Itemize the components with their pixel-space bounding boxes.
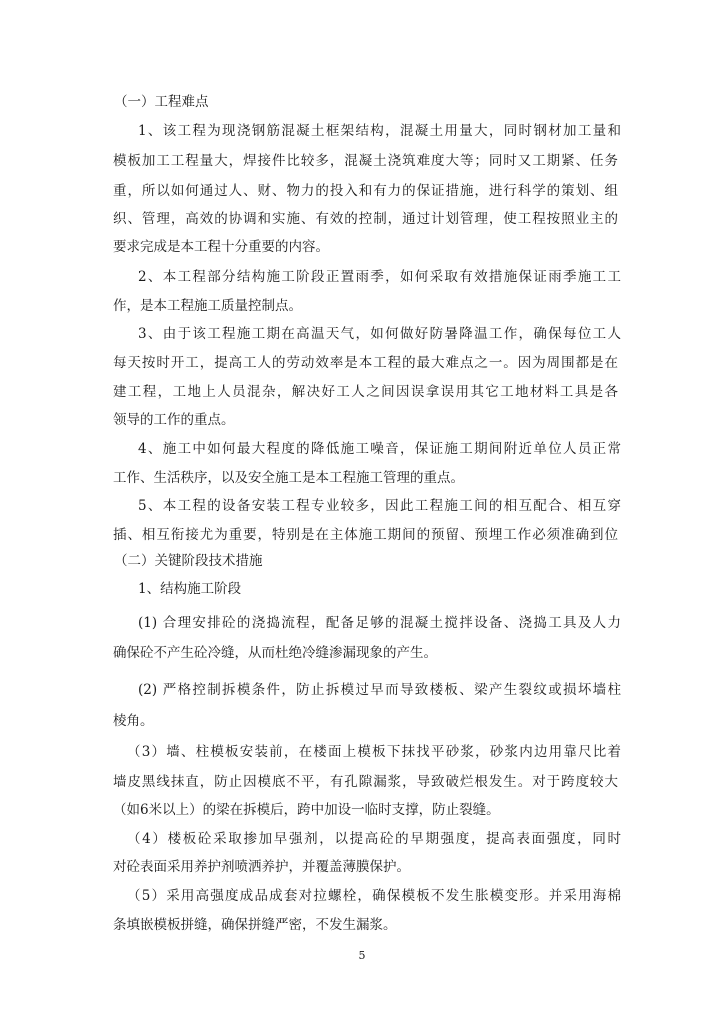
paragraph-line: 领导的工作的重点。: [113, 412, 235, 428]
paragraph-line: (2) 严格控制拆模条件，防止拆模过早而导致楼板、梁产生裂纹或损坏墙柱: [138, 682, 621, 698]
paragraph-line: 条填嵌模板拼缝，确保拼缝严密，不发生漏浆。: [113, 917, 397, 933]
paragraph-line: （如6米以上）的梁在拆模后，跨中加设一临时支撑，防止裂缝。: [113, 802, 500, 818]
paragraph-line: （5）采用高强度成品成套对拉螺栓，确保模板不发生胀模变形。并采用海棉: [127, 888, 621, 904]
paragraph-line: 1、该工程为现浇钢筋混凝土框架结构，混凝土用量大，同时钢材加工量和: [138, 123, 621, 139]
paragraph-line: 确保砼不产生砼冷缝，从而杜绝冷缝渗漏现象的产生。: [113, 645, 437, 661]
paragraph-line: 每天按时开工，提高工人的劳动效率是本工程的最大难点之一。因为周围都是在: [113, 355, 618, 371]
paragraph-line: 要求完成是本工程十分重要的内容。: [113, 239, 329, 255]
paragraph-line: 棱角。: [113, 713, 154, 729]
paragraph-line: 3、由于该工程施工期在高温天气，如何做好防暑降温工作，确保每位工人: [138, 326, 621, 342]
section-heading-difficulties: （一）工程难点: [114, 94, 209, 110]
page-number: 5: [358, 949, 366, 962]
paragraph-line: 工作、生活秩序，以及安全施工是本工程施工管理的重点。: [113, 470, 464, 486]
paragraph-line: 2、本工程部分结构施工阶段正置雨季，如何采取有效措施保证雨季施工工: [138, 269, 621, 285]
paragraph-line: （4）楼板砼采取掺加早强剂，以提高砼的早期强度，提高表面强度，同时: [127, 831, 621, 847]
paragraph-line: 模板加工工程量大，焊接件比较多，混凝土浇筑难度大等；同时又工期紧、任务: [113, 153, 618, 169]
paragraph-line: (1) 合理安排砼的浇捣流程，配备足够的混凝土搅拌设备、浇捣工具及人力: [138, 615, 621, 631]
paragraph-line: 重，所以如何通过人、财、物力的投入和有力的保证措施，进行科学的策划、组: [113, 183, 618, 199]
subsection-heading: 1、结构施工阶段: [138, 581, 242, 597]
paragraph-line: 墙皮黑线抹直，防止因模底不平，有孔隙漏浆，导致破烂根发生。对于跨度较大: [113, 774, 618, 790]
section-heading-key-measures: （二）关键阶段技术措施: [114, 553, 263, 569]
paragraph-line: 5、本工程的设备安装工程专业较多，因此工程施工间的相互配合、相互穿: [138, 498, 621, 514]
paragraph-line: 插、相互衔接尤为重要，特别是在主体施工期间的预留、预埋工作必须准确到位: [113, 527, 618, 543]
paragraph-line: 对砼表面采用养护剂喷洒养护，并覆盖薄膜保护。: [113, 859, 410, 875]
paragraph-line: 作，是本工程施工质量控制点。: [113, 298, 302, 314]
paragraph-line: 建工程，工地上人员混杂，解决好工人之间因误拿误用其它工地材料工具是各: [113, 384, 618, 400]
paragraph-line: （3）墙、柱模板安装前，在楼面上模板下抹找平砂浆，砂浆内边用靠尺比着: [127, 744, 621, 760]
paragraph-line: 4、施工中如何最大程度的降低施工噪音，保证施工期间附近单位人员正常: [138, 441, 621, 457]
paragraph-line: 织、管理，高效的协调和实施、有效的控制，通过计划管理，使工程按照业主的: [113, 211, 618, 227]
